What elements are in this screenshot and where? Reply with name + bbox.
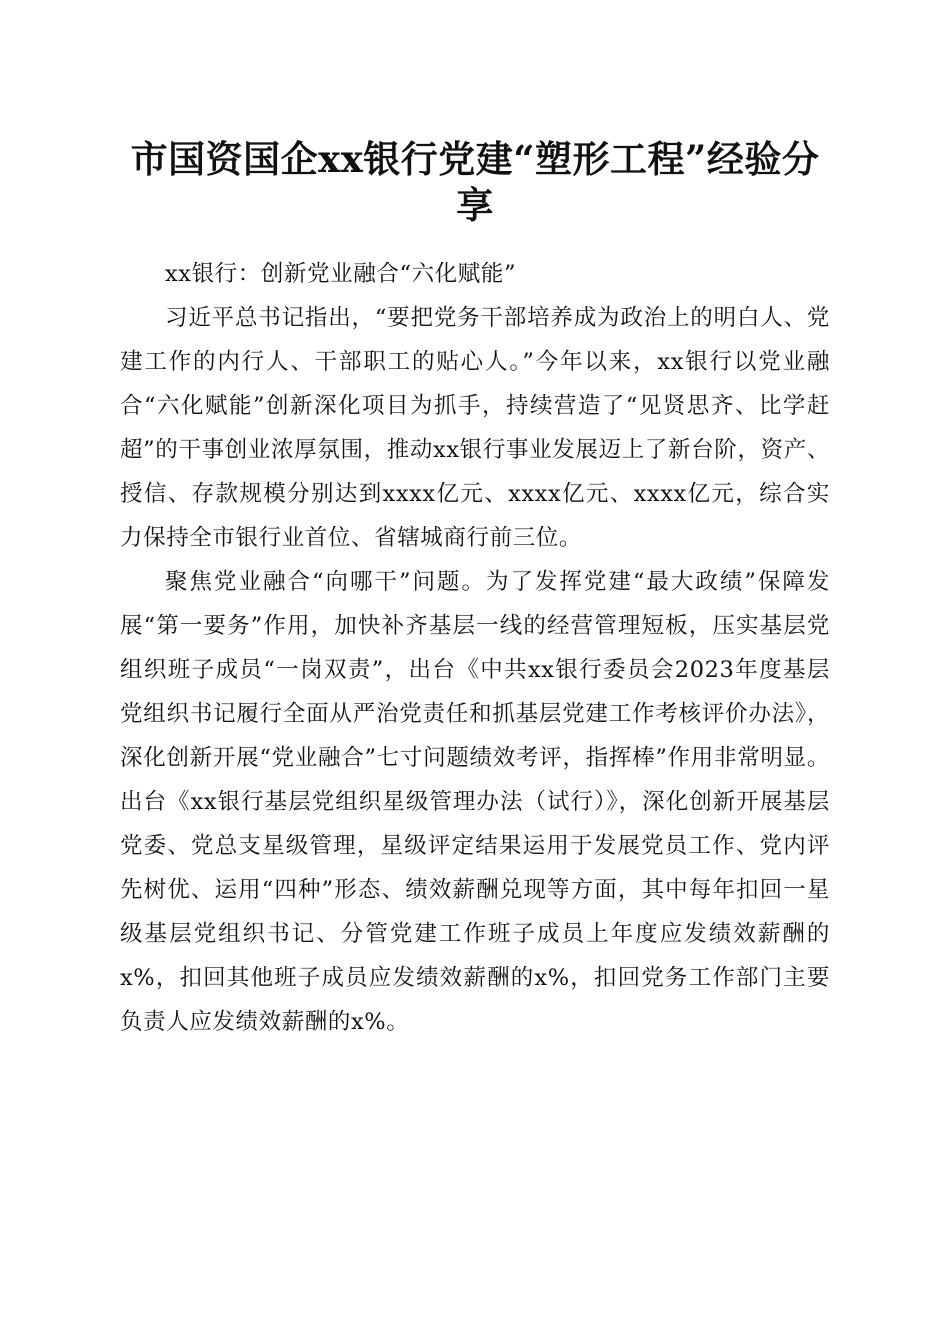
body-paragraph: 习近平总书记指出，“要把党务干部培养成为政治上的明白人、党建工作的内行人、干部职工的贴心人。”今年以来，xx银行以党业融合“六化赋能”创新深化项目为抓手，持续营造了“见贤思齐、比学赶超”的干事创业浓厚氛围，推动xx银行事业发展迈上了新台阶，资产、授信、存款规模分别达到xxxx亿元、xxxx亿元、xxxx亿元，综合实力保持全市银行业首位、省辖城商行前三位。: [120, 305, 830, 551]
document-title: 市国资国企xx银行党建“塑形工程”经验分享: [130, 137, 820, 227]
subtitle-paragraph: xx银行：创新党业融合“六化赋能”: [165, 261, 517, 287]
document-body: [120, 252, 830, 1044]
body-paragraph: 聚焦党业融合“向哪干”问题。为了发挥党建“最大政绩”保障发展“第一要务”作用，加快补齐基层一线的经营管理短板，压实基层党组织班子成员“一岗双责”，出台《中共xx银行委员会2023年度基层党组织书记履行全面从严治党责任和抓基层党建工作考核评价办法》，深化创新开展“党业融合”七寸问题绩效考评，指挥棒”作用非常明显。出台《xx银行基层党组织星级管理办法（试行）》，深化创新开展基层党委、党总支星级管理，星级评定结果运用于发展党员工作、党内评先树优、运用“四种”形态、绩效薪酬兑现等方面，其中每年扣回一星级基层党组织书记、分管党建工作班子成员上年度应发绩效薪酬的x%，扣回其他班子成员应发绩效薪酬的x%，扣回党务工作部门主要负责人应发绩效薪酬的x%。: [120, 569, 830, 1035]
